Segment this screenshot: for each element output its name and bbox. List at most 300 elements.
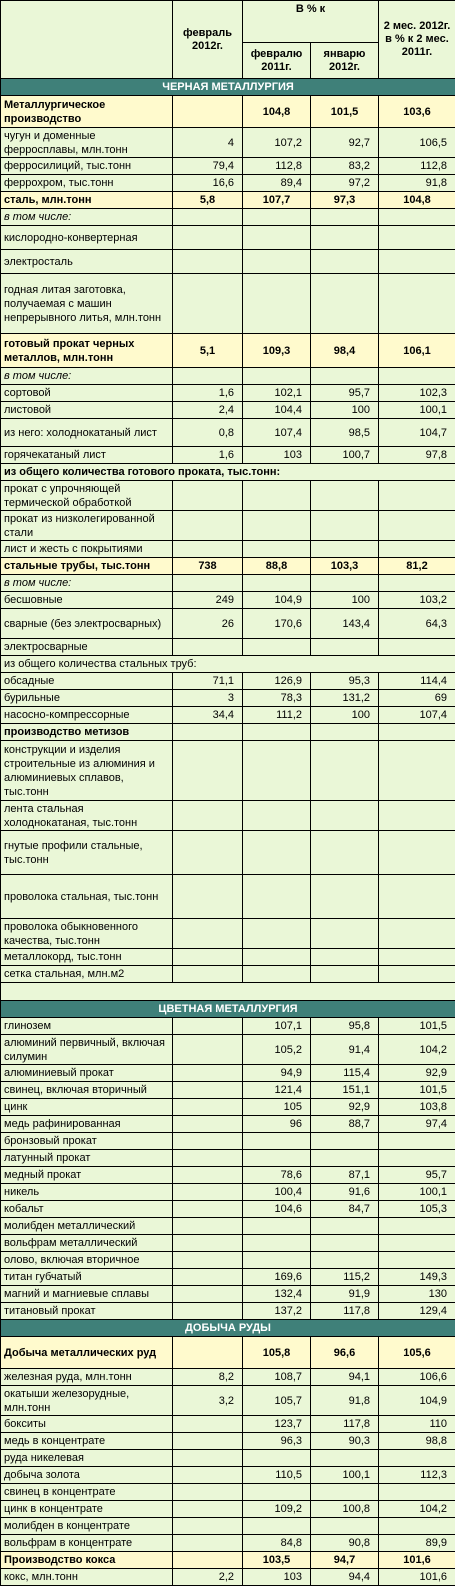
table-row	[1, 541, 455, 558]
value-cell: 97,3	[311, 192, 379, 209]
value-cell: 78,6	[243, 1167, 311, 1184]
table-row	[1, 1303, 455, 1320]
row-label: сварные (без электросварных)	[1, 609, 173, 639]
value-cell: 97,8	[379, 447, 455, 464]
value-cell	[243, 1450, 311, 1467]
value-cell: 121,4	[243, 1082, 311, 1099]
table-row	[1, 368, 455, 385]
row-label: медь в концентрате	[1, 1433, 173, 1450]
table-row	[1, 209, 455, 226]
value-cell	[173, 1201, 243, 1218]
table-row	[1, 334, 455, 368]
table-row	[1, 274, 455, 334]
value-cell	[311, 966, 379, 983]
table-row	[1, 1569, 455, 1586]
value-cell: 0,8	[173, 419, 243, 447]
value-cell: 100,1	[379, 402, 455, 419]
table-row	[1, 1116, 455, 1133]
value-cell	[243, 209, 311, 226]
row-label: электросталь	[1, 250, 173, 274]
value-cell: 103	[243, 447, 311, 464]
row-label: Металлургическое производство	[1, 96, 173, 128]
table-row	[1, 402, 455, 419]
value-cell: 103	[243, 1569, 311, 1586]
value-cell	[173, 1099, 243, 1116]
value-cell: 100	[311, 707, 379, 724]
table-row	[1, 609, 455, 639]
value-cell	[379, 1150, 455, 1167]
value-cell	[173, 1167, 243, 1184]
row-label: кислородно-конвертерная	[1, 226, 173, 250]
row-label: бокситы	[1, 1416, 173, 1433]
value-cell	[173, 831, 243, 875]
table-row	[1, 464, 455, 481]
value-cell	[311, 541, 379, 558]
value-cell	[243, 1252, 311, 1269]
value-cell: 104,2	[379, 1035, 455, 1065]
table-row	[1, 250, 455, 274]
value-cell: 738	[173, 558, 243, 575]
table-row	[1, 96, 455, 128]
table-row	[1, 673, 455, 690]
value-cell: 103,6	[379, 96, 455, 128]
table-row	[1, 1501, 455, 1518]
value-cell: 105,2	[243, 1035, 311, 1065]
row-label: сталь, млн.тонн	[1, 192, 173, 209]
value-cell: 101,6	[379, 1552, 455, 1569]
value-cell	[243, 250, 311, 274]
row-label: глинозем	[1, 1018, 173, 1035]
value-cell: 96,6	[311, 1337, 379, 1369]
value-cell	[311, 1252, 379, 1269]
row-label: обсадные	[1, 673, 173, 690]
value-cell: 103,2	[379, 592, 455, 609]
row-label: окатыши железорудные, млн.тонн	[1, 1386, 173, 1416]
section-header-row	[1, 1001, 455, 1018]
value-cell: 115,2	[311, 1269, 379, 1286]
value-cell: 111,2	[243, 707, 311, 724]
value-cell	[379, 250, 455, 274]
value-cell	[243, 575, 311, 592]
value-cell	[243, 1218, 311, 1235]
value-cell: 91,6	[311, 1184, 379, 1201]
value-cell	[243, 1133, 311, 1150]
value-cell	[379, 919, 455, 949]
value-cell	[173, 1082, 243, 1099]
value-cell	[379, 226, 455, 250]
value-cell: 5,8	[173, 192, 243, 209]
value-cell	[379, 1133, 455, 1150]
row-label: насосно-компрессорные	[1, 707, 173, 724]
value-cell: 102,1	[243, 385, 311, 402]
table-row	[1, 481, 455, 511]
value-cell	[311, 1518, 379, 1535]
value-cell	[311, 801, 379, 831]
value-cell	[311, 250, 379, 274]
row-label: олово, включая вторичное	[1, 1252, 173, 1269]
row-label: вольфрам в концентрате	[1, 1535, 173, 1552]
value-cell	[243, 1150, 311, 1167]
table-row	[1, 1099, 455, 1116]
value-cell	[173, 575, 243, 592]
subheading-cell: из общего количества стальных труб:	[1, 656, 455, 673]
row-label: медь рафинированная	[1, 1116, 173, 1133]
section-title: ЦВЕТНАЯ МЕТАЛЛУРГИЯ	[1, 1001, 455, 1018]
value-cell	[173, 96, 243, 128]
table-row	[1, 741, 455, 801]
value-cell	[173, 1484, 243, 1501]
value-cell	[379, 801, 455, 831]
value-cell: 90,8	[311, 1535, 379, 1552]
subheading-cell: в том числе:	[1, 575, 173, 592]
subheading-cell: в том числе:	[1, 368, 173, 385]
value-cell	[311, 724, 379, 741]
row-label: Производство кокса	[1, 1552, 173, 1569]
value-cell: 98,5	[311, 419, 379, 447]
value-cell	[243, 541, 311, 558]
table-row	[1, 875, 455, 919]
table-row	[1, 1082, 455, 1099]
value-cell	[311, 1484, 379, 1501]
value-cell: 87,1	[311, 1167, 379, 1184]
value-cell	[173, 250, 243, 274]
value-cell: 103,5	[243, 1552, 311, 1569]
row-label: прокат с упрочняющей термической обработкой	[1, 481, 173, 511]
value-cell: 90,3	[311, 1433, 379, 1450]
value-cell	[243, 481, 311, 511]
value-cell: 104,8	[243, 96, 311, 128]
value-cell: 97,4	[379, 1116, 455, 1133]
value-cell: 81,2	[379, 558, 455, 575]
value-cell: 101,5	[311, 96, 379, 128]
value-cell: 71,1	[173, 673, 243, 690]
value-cell: 126,9	[243, 673, 311, 690]
value-cell: 137,2	[243, 1303, 311, 1320]
value-cell: 117,8	[311, 1303, 379, 1320]
row-label: титан губчатый	[1, 1269, 173, 1286]
table-row	[1, 1337, 455, 1369]
value-cell: 88,7	[311, 1116, 379, 1133]
value-cell: 112,8	[243, 158, 311, 175]
table-row	[1, 1235, 455, 1252]
table-row	[1, 1065, 455, 1082]
value-cell: 114,4	[379, 673, 455, 690]
value-cell: 151,1	[311, 1082, 379, 1099]
value-cell	[379, 368, 455, 385]
value-cell: 109,2	[243, 1501, 311, 1518]
value-cell	[173, 724, 243, 741]
value-cell: 98,8	[379, 1433, 455, 1450]
value-cell: 84,7	[311, 1201, 379, 1218]
value-cell	[379, 1450, 455, 1467]
value-cell: 100,7	[311, 447, 379, 464]
subheading-cell: из общего количества готового проката, тыс.тонн:	[1, 464, 455, 481]
table-row	[1, 192, 455, 209]
value-cell	[311, 575, 379, 592]
value-cell: 96	[243, 1116, 311, 1133]
table-row	[1, 801, 455, 831]
header-february-2012: февраль 2012г.	[173, 1, 243, 79]
value-cell: 1,6	[173, 385, 243, 402]
table-row	[1, 1467, 455, 1484]
table-row	[1, 558, 455, 575]
value-cell: 106,1	[379, 334, 455, 368]
value-cell: 100	[311, 402, 379, 419]
value-cell	[379, 1518, 455, 1535]
value-cell	[173, 1416, 243, 1433]
value-cell	[379, 481, 455, 511]
row-label: свинец в концентрате	[1, 1484, 173, 1501]
value-cell: 88,8	[243, 558, 311, 575]
header-percent-group: В % к	[243, 1, 379, 43]
value-cell: 107,2	[243, 128, 311, 158]
table-row	[1, 1167, 455, 1184]
spacer-cell	[1, 983, 455, 1001]
header-two-months: 2 мес. 2012г. в % к 2 мес. 2011г.	[379, 1, 455, 79]
value-cell	[311, 209, 379, 226]
value-cell	[173, 1269, 243, 1286]
value-cell	[173, 1150, 243, 1167]
value-cell	[379, 575, 455, 592]
value-cell	[173, 801, 243, 831]
value-cell	[379, 1252, 455, 1269]
value-cell: 249	[173, 592, 243, 609]
value-cell	[173, 1065, 243, 1082]
value-cell: 94,7	[311, 1552, 379, 1569]
value-cell: 2,2	[173, 1569, 243, 1586]
row-label: горячекатаный лист	[1, 447, 173, 464]
value-cell	[311, 831, 379, 875]
value-cell: 3	[173, 690, 243, 707]
value-cell	[173, 1433, 243, 1450]
value-cell	[173, 1552, 243, 1569]
table-row	[1, 639, 455, 656]
table-row	[1, 1535, 455, 1552]
value-cell	[311, 1450, 379, 1467]
row-label: лист и жесть с покрытиями	[1, 541, 173, 558]
value-cell: 101,5	[379, 1018, 455, 1035]
table-row	[1, 1552, 455, 1569]
value-cell	[379, 1484, 455, 1501]
row-label: листовой	[1, 402, 173, 419]
table-row	[1, 592, 455, 609]
value-cell	[173, 1116, 243, 1133]
row-label: свинец, включая вторичный	[1, 1082, 173, 1099]
value-cell	[173, 966, 243, 983]
row-label: титановый прокат	[1, 1303, 173, 1320]
value-cell	[379, 274, 455, 334]
table-row	[1, 1518, 455, 1535]
value-cell: 117,8	[311, 1416, 379, 1433]
value-cell	[311, 741, 379, 801]
value-cell	[173, 1035, 243, 1065]
value-cell	[379, 741, 455, 801]
value-cell: 105	[243, 1099, 311, 1116]
value-cell: 4	[173, 128, 243, 158]
row-label: проволока обыкновенного качества, тыс.тонн	[1, 919, 173, 949]
value-cell	[173, 511, 243, 541]
value-cell: 92,9	[311, 1099, 379, 1116]
value-cell	[243, 949, 311, 966]
row-label: добыча золота	[1, 1467, 173, 1484]
value-cell	[173, 541, 243, 558]
value-cell	[173, 1184, 243, 1201]
section-title: ДОБЫЧА РУДЫ	[1, 1320, 455, 1337]
table-row	[1, 1450, 455, 1467]
value-cell: 103,8	[379, 1099, 455, 1116]
value-cell	[379, 724, 455, 741]
value-cell	[173, 481, 243, 511]
value-cell	[173, 1252, 243, 1269]
value-cell	[311, 1235, 379, 1252]
row-label: производство метизов	[1, 724, 173, 741]
value-cell: 106,6	[379, 1369, 455, 1386]
value-cell	[311, 919, 379, 949]
value-cell: 103,3	[311, 558, 379, 575]
row-label: руда никелевая	[1, 1450, 173, 1467]
value-cell: 79,4	[173, 158, 243, 175]
value-cell: 131,2	[311, 690, 379, 707]
value-cell	[311, 226, 379, 250]
value-cell	[311, 1218, 379, 1235]
value-cell: 107,1	[243, 1018, 311, 1035]
row-label: латунный прокат	[1, 1150, 173, 1167]
value-cell	[379, 541, 455, 558]
value-cell	[379, 1235, 455, 1252]
value-cell	[173, 1286, 243, 1303]
header-feb-2011: февралю 2011г.	[243, 43, 311, 79]
value-cell	[173, 1337, 243, 1369]
value-cell: 89,9	[379, 1535, 455, 1552]
table-row	[1, 656, 455, 673]
table-row	[1, 419, 455, 447]
row-label: гнутые профили стальные, тыс.тонн	[1, 831, 173, 875]
value-cell	[173, 1535, 243, 1552]
value-cell: 64,3	[379, 609, 455, 639]
row-label: конструкции и изделия строительные из алюминия и алюминиевых сплавов, тыс.тонн	[1, 741, 173, 801]
table-row	[1, 1184, 455, 1201]
table-row	[1, 707, 455, 724]
value-cell: 105,6	[379, 1337, 455, 1369]
table-row	[1, 447, 455, 464]
value-cell	[173, 1501, 243, 1518]
row-label: проволока стальная, тыс.тонн	[1, 875, 173, 919]
value-cell: 170,6	[243, 609, 311, 639]
value-cell	[379, 875, 455, 919]
table-row	[1, 1218, 455, 1235]
value-cell: 110	[379, 1416, 455, 1433]
header-corner-cell	[1, 1, 173, 79]
row-label: вольфрам металлический	[1, 1235, 173, 1252]
value-cell	[379, 1218, 455, 1235]
row-label: бесшовные	[1, 592, 173, 609]
value-cell	[173, 1018, 243, 1035]
value-cell: 104,9	[379, 1386, 455, 1416]
value-cell	[311, 1150, 379, 1167]
value-cell: 16,6	[173, 175, 243, 192]
value-cell: 104,4	[243, 402, 311, 419]
value-cell	[243, 724, 311, 741]
value-cell	[311, 1133, 379, 1150]
value-cell	[243, 274, 311, 334]
table-row	[1, 1386, 455, 1416]
section-title: ЧЕРНАЯ МЕТАЛЛУРГИЯ	[1, 79, 455, 96]
table-row	[1, 983, 455, 1001]
table-row	[1, 1369, 455, 1386]
section-header-row	[1, 79, 455, 96]
value-cell	[173, 1518, 243, 1535]
value-cell: 104,2	[379, 1501, 455, 1518]
value-cell: 104,6	[243, 1201, 311, 1218]
value-cell: 69	[379, 690, 455, 707]
row-label: медный прокат	[1, 1167, 173, 1184]
table-row	[1, 511, 455, 541]
subheading-cell: в том числе:	[1, 209, 173, 226]
value-cell	[173, 919, 243, 949]
table-row	[1, 1484, 455, 1501]
value-cell: 109,3	[243, 334, 311, 368]
value-cell	[311, 511, 379, 541]
value-cell	[173, 209, 243, 226]
row-label: бурильные	[1, 690, 173, 707]
table-row	[1, 128, 455, 158]
value-cell: 143,4	[311, 609, 379, 639]
value-cell: 2,4	[173, 402, 243, 419]
value-cell: 101,5	[379, 1082, 455, 1099]
table-row	[1, 690, 455, 707]
value-cell: 149,3	[379, 1269, 455, 1286]
row-label: чугун и доменные ферросплавы, млн.тонн	[1, 128, 173, 158]
value-cell: 100,1	[379, 1184, 455, 1201]
row-label: никель	[1, 1184, 173, 1201]
value-cell: 112,8	[379, 158, 455, 175]
table-row	[1, 385, 455, 402]
row-label: бронзовый прокат	[1, 1133, 173, 1150]
value-cell: 91,4	[311, 1035, 379, 1065]
value-cell: 91,8	[379, 175, 455, 192]
value-cell: 105,8	[243, 1337, 311, 1369]
table-row	[1, 1269, 455, 1286]
table-row	[1, 966, 455, 983]
value-cell: 129,4	[379, 1303, 455, 1320]
table-row	[1, 724, 455, 741]
value-cell: 26	[173, 609, 243, 639]
value-cell: 115,4	[311, 1065, 379, 1082]
value-cell: 104,9	[243, 592, 311, 609]
value-cell: 92,9	[379, 1065, 455, 1082]
value-cell	[243, 368, 311, 385]
row-label: цинк	[1, 1099, 173, 1116]
value-cell	[173, 1303, 243, 1320]
value-cell	[243, 1484, 311, 1501]
value-cell	[173, 741, 243, 801]
value-cell: 97,2	[311, 175, 379, 192]
table-row	[1, 175, 455, 192]
table-row	[1, 575, 455, 592]
value-cell	[173, 949, 243, 966]
value-cell	[311, 875, 379, 919]
table-row	[1, 1252, 455, 1269]
value-cell	[173, 875, 243, 919]
value-cell	[243, 966, 311, 983]
value-cell: 100	[311, 592, 379, 609]
section-header-row	[1, 1320, 455, 1337]
value-cell	[379, 966, 455, 983]
value-cell: 94,4	[311, 1569, 379, 1586]
value-cell	[379, 949, 455, 966]
table-row	[1, 919, 455, 949]
value-cell	[173, 1218, 243, 1235]
